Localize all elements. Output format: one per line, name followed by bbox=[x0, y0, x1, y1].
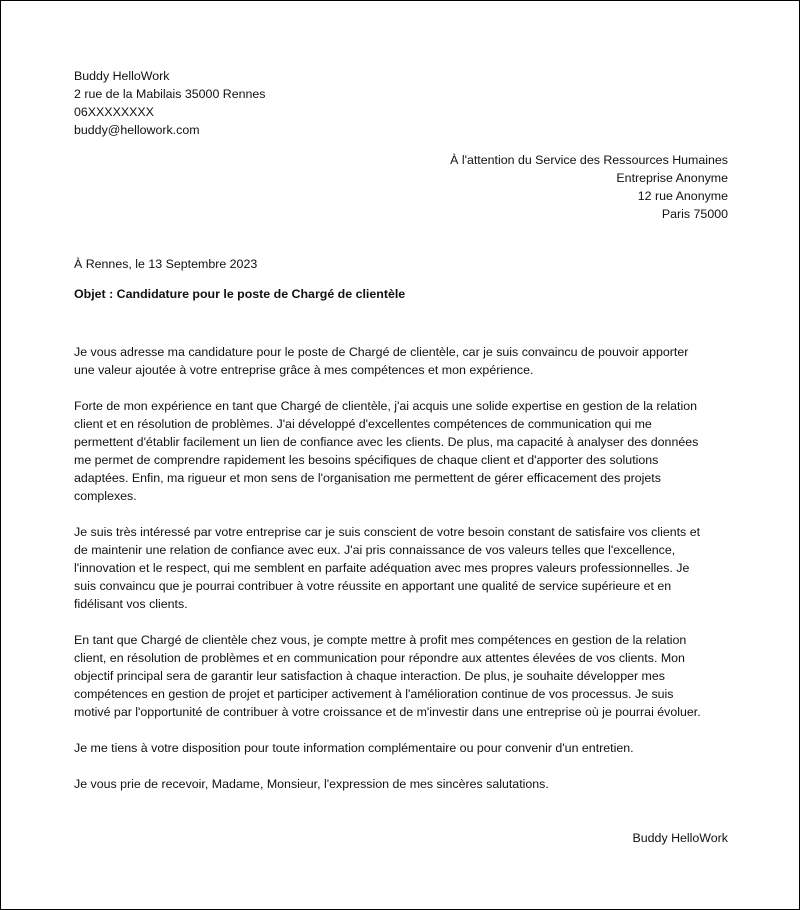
sender-name: Buddy HelloWork bbox=[74, 69, 170, 83]
paragraph-line: Forte de mon expérience en tant que Chargé de clientèle, j'ai acquis une solide expertise en gestion de la relation bbox=[74, 399, 697, 413]
paragraph-line: Je vous prie de recevoir, Madame, Monsieur, l'expression de mes sincères salutations. bbox=[74, 777, 549, 791]
signature-block bbox=[74, 829, 728, 847]
paragraph-line: de maintenir une relation de confiance avec eux. J'ai pris connaissance de vos valeurs telles que l'excellence, bbox=[74, 543, 676, 557]
paragraph-line: complexes. bbox=[74, 489, 137, 503]
paragraph-line: client et en résolution de problèmes. J'ai développé d'excellentes compétences de communication qui me bbox=[74, 417, 652, 431]
paragraph-line: Je vous adresse ma candidature pour le poste de Chargé de clientèle, car je suis convaincu de pouvoir apporter bbox=[74, 345, 689, 359]
subject-line bbox=[74, 285, 728, 303]
recipient-company: Entreprise Anonyme bbox=[616, 171, 728, 185]
sender-block bbox=[74, 67, 728, 139]
paragraph-line: Je suis très intéressé par votre entreprise car je suis conscient de votre besoin constant de satisfaire vos clients et bbox=[74, 525, 701, 539]
paragraph-line: suis convaincu que je pourrai contribuer à votre réussite en apportant une qualité de service supérieure et en bbox=[74, 579, 672, 593]
sender-address: 2 rue de la Mabilais 35000 Rennes bbox=[74, 87, 266, 101]
paragraph-line: permettent d'établir facilement un lien de confiance avec les clients. De plus, ma capacité à analyser des données bbox=[74, 435, 699, 449]
paragraph-line: motivé par l'opportunité de contribuer à votre croissance et de m'investir dans une entreprise où je pourrai évoluer. bbox=[74, 705, 701, 719]
body-paragraph-availability bbox=[74, 739, 728, 757]
paragraph-line: Je me tiens à votre disposition pour toute information complémentaire ou pour convenir d'un entretien. bbox=[74, 741, 634, 755]
recipient-block bbox=[74, 151, 728, 223]
date-text: À Rennes, le 13 Septembre 2023 bbox=[74, 257, 258, 271]
body-paragraph-motivation bbox=[74, 523, 728, 613]
paragraph-line: client, en résolution de problèmes et en communication pour répondre aux attentes élevées de vos clients. Mon bbox=[74, 651, 685, 665]
recipient-attention: À l'attention du Service des Ressources Humaines bbox=[450, 153, 728, 167]
recipient-street: 12 rue Anonyme bbox=[637, 189, 728, 203]
paragraph-line: une valeur ajoutée à votre entreprise grâce à mes compétences et mon expérience. bbox=[74, 363, 534, 377]
body-paragraph-goals bbox=[74, 631, 728, 721]
subject-text: Objet : Candidature pour le poste de Chargé de clientèle bbox=[74, 287, 406, 301]
sender-email: buddy@hellowork.com bbox=[74, 123, 200, 137]
sender-phone: 06XXXXXXXX bbox=[74, 105, 154, 119]
signature-name: Buddy HelloWork bbox=[632, 831, 728, 845]
body-paragraph-closing bbox=[74, 775, 728, 793]
paragraph-line: compétences en gestion de projet et participer activement à l'amélioration continue de vos processus. Je suis bbox=[74, 687, 674, 701]
paragraph-line: me permet de comprendre rapidement les besoins spécifiques de chaque client et d'apporter des solutions bbox=[74, 453, 659, 467]
recipient-city: Paris 75000 bbox=[661, 207, 728, 221]
paragraph-line: En tant que Chargé de clientèle chez vous, je compte mettre à profit mes compétences en gestion de la relation bbox=[74, 633, 687, 647]
paragraph-line: adaptées. Enfin, ma rigueur et mon sens de l'organisation me permettent de gérer efficacement des projets bbox=[74, 471, 661, 485]
body-paragraph-experience bbox=[74, 397, 728, 505]
date-line bbox=[74, 255, 728, 273]
paragraph-line: fidélisant vos clients. bbox=[74, 597, 188, 611]
body-paragraph-intro bbox=[74, 343, 728, 379]
paragraph-line: objectif principal sera de garantir leur satisfaction à chaque interaction. De plus, je souhaite développer mes bbox=[74, 669, 665, 683]
paragraph-line: l'innovation et le respect, qui me semblent en parfaite adéquation avec mes propres valeurs professionnelles. Je bbox=[74, 561, 690, 575]
